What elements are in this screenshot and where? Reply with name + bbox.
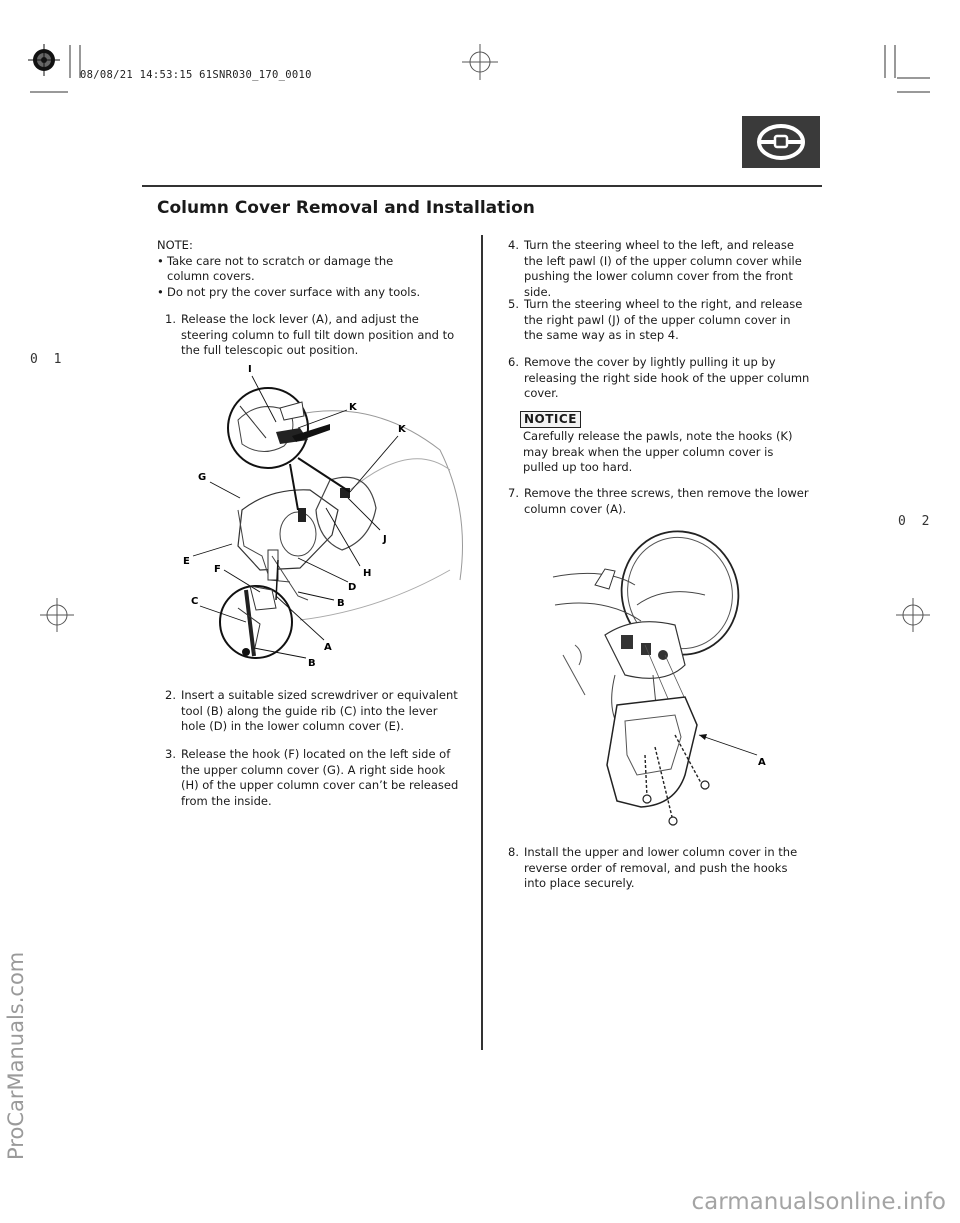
step-2 [165, 688, 465, 735]
note-bullet: • Do not pry the cover surface with any tools. [157, 284, 421, 299]
crosshair-left-icon [40, 598, 74, 632]
notice-text: Carefully release the pawls, note the hooks (K) may break when the upper column cover is pulled up too hard. [523, 429, 793, 474]
diagram-label-j: J [383, 534, 387, 545]
diagram-label-k: K [398, 424, 406, 435]
diagram-label-k: K [349, 402, 357, 413]
diagram-label-b: B [337, 598, 345, 609]
diagram-label-f: F [214, 564, 221, 575]
steering-wheel-icon [742, 116, 820, 168]
crosshair-right-icon [896, 598, 930, 632]
page-title: Column Cover Removal and Installation [157, 198, 535, 218]
step-number: 6. [508, 355, 519, 369]
step-text: Turn the steering wheel to the right, and release the right pawl (J) of the upper column cover in the same way as in step 4. [524, 297, 803, 342]
step-1 [165, 312, 465, 359]
step-number: 8. [508, 845, 519, 859]
step-8 [508, 845, 810, 892]
diagram-label-g: G [198, 472, 207, 483]
step-3 [165, 747, 465, 809]
step-number: 7. [508, 486, 519, 500]
column-divider [481, 235, 483, 1050]
step-5 [508, 297, 810, 344]
side-mark-right: 0 2 [898, 514, 934, 529]
step-number: 2. [165, 688, 176, 702]
diagram-label-e: E [183, 556, 190, 567]
registration-target-icon [28, 44, 60, 76]
diagram-label-a: A [324, 642, 332, 653]
step-text: Release the lock lever (A), and adjust the steering column to full tilt down position and to the full telescopic out position. [181, 312, 455, 357]
step-text: Insert a suitable sized screwdriver or equivalent tool (B) along the guide rib (C) into the lever hole (D) in the lower column cover (E). [181, 688, 458, 733]
diagram-label-d: D [348, 582, 357, 593]
step-number: 5. [508, 297, 519, 311]
watermark-left: ProCarManuals.com [4, 951, 28, 1160]
note-block [157, 238, 467, 300]
diagram-label-c: C [191, 596, 199, 607]
step-text: Remove the cover by lightly pulling it up by releasing the right side hook of the upper column cover. [524, 355, 810, 400]
note-heading: NOTE: [157, 238, 193, 252]
step-text: Turn the steering wheel to the left, and release the left pawl (I) of the upper column cover while pushing the lower column cover from the front side. [524, 238, 802, 299]
step-number: 4. [508, 238, 519, 252]
crosshair-top-icon [462, 44, 498, 80]
step-7 [508, 486, 810, 517]
diagram-label-i: I [248, 364, 252, 375]
step-text: Install the upper and lower column cover in the reverse order of removal, and push the hooks into place securely. [524, 845, 798, 890]
step-number: 3. [165, 747, 176, 761]
step-text: Remove the three screws, then remove the lower column cover (A). [524, 486, 809, 516]
note-bullet: • Take care not to scratch or damage the column covers. [157, 254, 467, 285]
diagram-label-h: H [363, 568, 372, 579]
column-cover-release-diagram [180, 360, 470, 670]
note-bullet-text: Take care not to scratch or damage the column covers. [167, 253, 394, 283]
header-rule [142, 185, 822, 187]
notice-badge [520, 408, 581, 428]
lower-column-cover-diagram [545, 525, 795, 830]
step-6 [508, 355, 810, 402]
side-mark-left: 0 1 [30, 352, 66, 367]
diagram-label-b: B [308, 658, 316, 669]
diagram-label-a: A [758, 757, 766, 768]
step-text: Release the hook (F) located on the left side of the upper column cover (G). A right side hook (H) of the upper column cover can’t be released from the inside. [181, 747, 459, 808]
step-4 [508, 238, 810, 300]
step-number: 1. [165, 312, 176, 326]
note-bullet-text: Do not pry the cover surface with any tools. [167, 284, 421, 299]
notice-label: NOTICE [520, 411, 581, 428]
print-stamp: 08/08/21 14:53:15 61SNR030_170_0010 [80, 69, 312, 81]
watermark-bottom: carmanualsonline.info [691, 1189, 946, 1215]
